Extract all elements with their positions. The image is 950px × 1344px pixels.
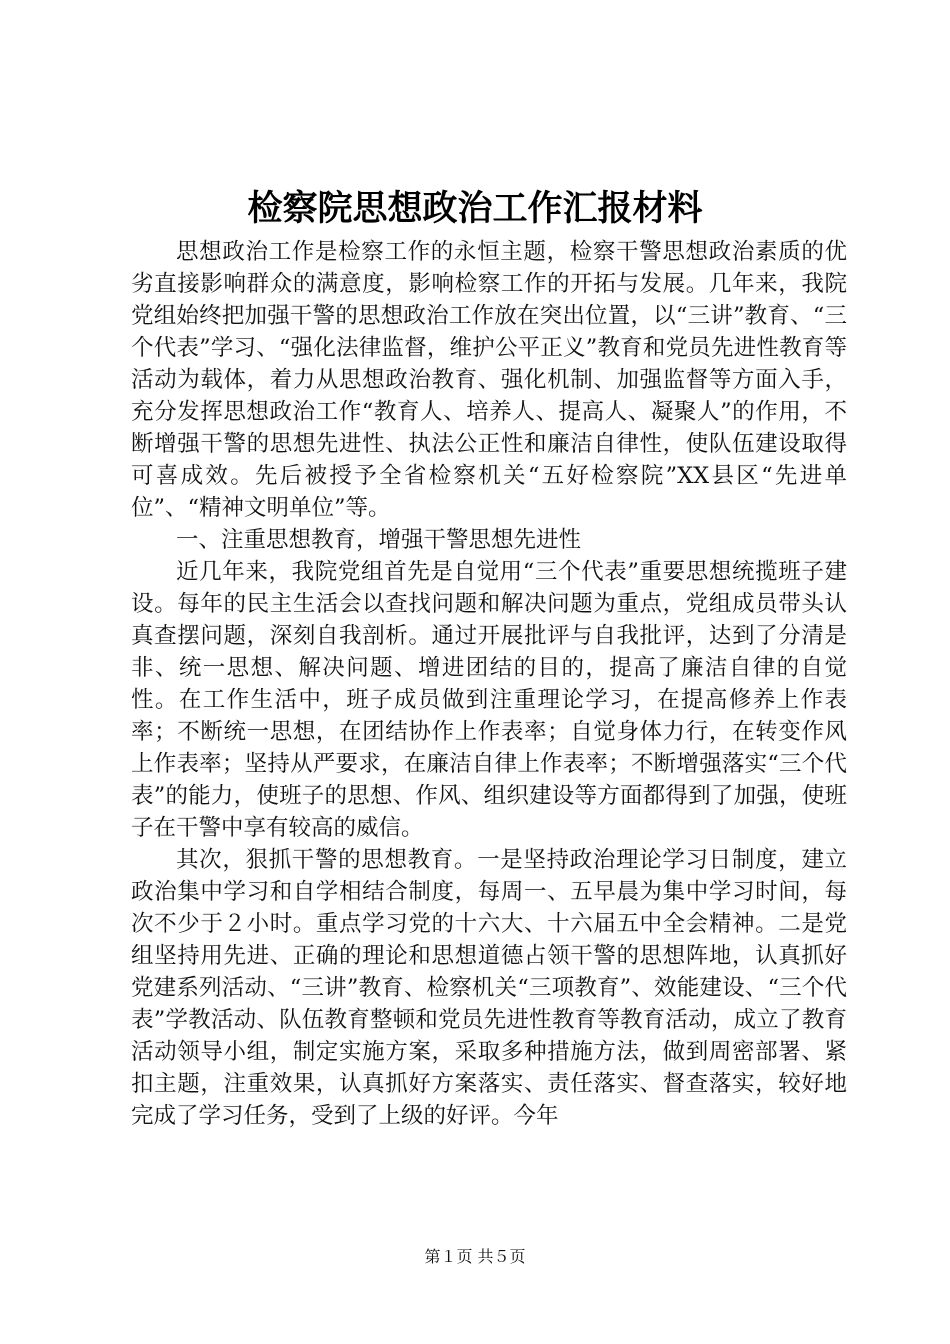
page-footer: 第１页 共５页 — [424, 1247, 526, 1266]
section-heading-1: 一、注重思想教育，增强干警思想先进性 — [176, 527, 582, 553]
document-body — [131, 236, 847, 1132]
paragraph-education: 其次，狠抓干警的思想教育。一是坚持政治理论学习日制度，建立政治集中学习和自学相结合制度，每周一、五早晨为集中学习时间，每次不少于２小时。重点学习党的十六大、十六届五中全会精神。二是党组坚持用先进、正确的理论和思想道德占领干警的思想阵地，认真抓好党建系列活动、“三讲”教育、检察机关“三项教育”、效能建设、“三个代表”学教活动、队伍教育整顿和党员先进性教育等教育活动，成立了教育活动领导小组，制定实施方案，采取多种措施方法，做到周密部署、紧扣主题，注重效果，认真抓好方案落实、责任落实、督查落实，较好地完成了学习任务，受到了上级的好评。今年 — [131, 847, 847, 1129]
paragraph-leadership: 近几年来，我院党组首先是自觉用“三个代表”重要思想统揽班子建设。每年的民主生活会以查找问题和解决问题为重点，党组成员带头认真查摆问题，深刻自我剖析。通过开展批评与自我批评，达到了分清是非、统一思想、解决问题、增进团结的目的，提高了廉洁自律的自觉性。在工作生活中，班子成员做到注重理论学习，在提高修养上作表率；不断统一思想，在团结协作上作表率；自觉身体力行，在转变作风上作表率；坚持从严要求，在廉洁自律上作表率；不断增强落实“三个代表”的能力，使班子的思想、作风、组织建设等方面都得到了加强，使班子在干警中享有较高的威信。 — [131, 559, 847, 841]
paragraph-intro: 思想政治工作是检察工作的永恒主题，检察干警思想政治素质的优劣直接影响群众的满意度，影响检察工作的开拓与发展。几年来，我院党组始终把加强干警的思想政治工作放在突出位置，以“三讲”教育、“三个代表”学习、“强化法律监督，维护公平正义”教育和党员先进性教育等活动为载体，着力从思想政治教育、强化机制、加强监督等方面入手，充分发挥思想政治工作“教育人、培养人、提高人、凝聚人”的作用，不断增强干警的思想先进性、执法公正性和廉洁自律性，使队伍建设取得可喜成效。先后被授予全省检察机关“五好检察院”XX县区“先进单位”、“精神文明单位”等。 — [131, 239, 847, 521]
document-title: 检察院思想政治工作汇报材料 — [247, 188, 703, 229]
